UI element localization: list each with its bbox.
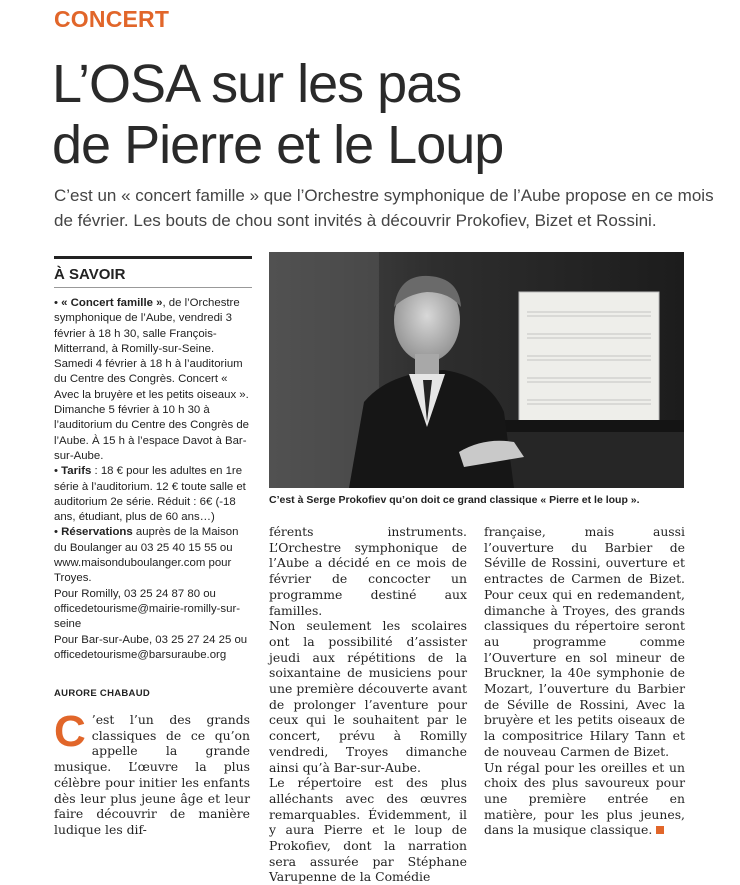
article-column-1 [54,707,250,838]
col2-para-1: férents instruments. L’Orchestre symphonique de l’Aube a décidé en ce mois de février de concocter un programme destiné aux familles. [269,524,467,618]
info-box [54,296,254,663]
col3-para-2-text: Un régal pour les oreilles et un choix des plus savoureux pour une première entrée en matière, pour les plus jeunes, dans la musique classique. [484,759,685,838]
end-mark-icon [656,826,664,834]
col3-para-1: française, mais aussi l’ouverture du Barbier de Séville de Rossini, ouverture et entractes de Carmen de Bizet. Pour ceux qui en redemandent, dimanche à Troyes, des grands classiques du répertoire seront au programme comme l’Ouverture en sol mineur de Bruckner, la 40e symphonie de Mozart, l’ouverture du Barbier de Séville de Rossini, Avec la bruyère et les petits oiseaux de la compositrice Hilary Tann et de nouveau Carmen de Bizet. [484,524,685,759]
col2-para-2: Non seulement les scolaires ont la possibilité d’assister jeudi aux répétitions de la soixantaine de musiciens pour une première découverte avant de prolonger l’aventure pour ceux qui le souhaitent par le concert, prévu à Romilly vendredi, Troyes dimanche ainsi qu’à Bar-sur-Aube. [269,618,467,775]
info-tarifs-text: : 18 € pour les adultes en 1re série à l’auditorium. 12 € toute salle et auditorium 2e série. Réduit : 6€ (-18 ans, étudiant, plus de 60 ans…) [54,465,246,524]
sidebar-divider [54,287,252,288]
col3-para-2 [484,760,685,839]
col1-text: ’est l’un des grands classiques de ce qu’on appelle la grande musique. L’œuvre la plus célèbre pour initier les enfants dès leur plus jeune âge et leur faire découvrir de manière ludique les dif- [54,712,250,837]
headline-line-1: L’OSA sur les pas [52,54,462,114]
info-concert-label: « Concert famille » [61,297,163,309]
info-romilly: Pour Romilly, 03 25 24 87 80 ou officedetourisme@mairie-romilly-sur-seine [54,587,241,631]
info-reservations-text: auprès de la Maison du Boulanger au 03 25 40 15 55 ou www.maisonduboulanger.com pour Troyes. [54,526,239,585]
author-byline: AURORE CHABAUD [54,688,151,699]
col2-para-3: Le répertoire est des plus alléchants avec des œuvres remarquables. Évidemment, il y aura Pierre et le loup de Prokofiev, dont la narration sera assurée par Stéphane Varupenne de la Comédie [269,775,467,885]
info-tarifs-label: Tarifs [61,465,92,478]
headline-line-2: de Pierre et le Loup [52,115,504,175]
lede-paragraph: C’est un « concert famille » que l’Orchestre symphonique de l’Aube propose en ce mois de février. Les bouts de chou sont invités à découvrir Prokofiev, Bizet et Rossini. [54,186,714,230]
article-column-2 [269,524,467,885]
info-concert: • « Concert famille », de l’Orchestre symphonique de l’Aube, vendredi 3 février à 18 h 30, salle François-Mitterrand, à Romilly-sur-Seine. Samedi 4 février à 18 h à l’auditorium du Centre des Congrès. Concert « Avec la bruyère et les petits oiseaux ». Dimanche 5 février à 10 h 30 à l’auditorium du Centre des Congrès de l’Aube. À 15 h à l’espace Davot à Bar-sur-Aube. [54,297,250,462]
prokofiev-photo [269,252,684,488]
article-column-3 [484,524,685,838]
sidebar-top-rule [54,256,252,259]
info-reservations-label: Réservations [61,526,133,539]
headline [52,54,732,176]
photo-caption: C’est à Serge Prokofiev qu’on doit ce grand classique « Pierre et le loup ». [269,494,640,506]
section-kicker: CONCERT [54,6,170,32]
info-bar-sur-aube: Pour Bar-sur-Aube, 03 25 27 24 25 ou officedetourisme@barsuraube.org [54,633,248,661]
photo-illustration [269,252,684,488]
sidebar-title: À SAVOIR [54,266,126,283]
info-concert-text: , de l’Orchestre symphonique de l’Aube, vendredi 3 février à 18 h 30, salle François-Mitterrand, à Romilly-sur-Seine. Samedi 4 février à 18 h à l’auditorium du Centre des Congrès. Concert « Avec la bruyère et les petits oiseaux ». Dimanche 5 février à 10 h 30 à l’auditorium du Centre des Congrès de l’Aube. À 15 h à l’espace Davot à Bar-sur-Aube. [54,297,250,462]
info-tarifs: • Tarifs : 18 € pour les adultes en 1re série à l’auditorium. 12 € toute salle et auditorium 2e série. Réduit : 6€ (-18 ans, étudiant, plus de 60 ans…) [54,465,246,524]
drop-cap: C [54,707,86,756]
info-reservations: • Réservations auprès de la Maison du Boulanger au 03 25 40 15 55 ou www.maisonduboulanger.com pour Troyes. [54,526,239,585]
